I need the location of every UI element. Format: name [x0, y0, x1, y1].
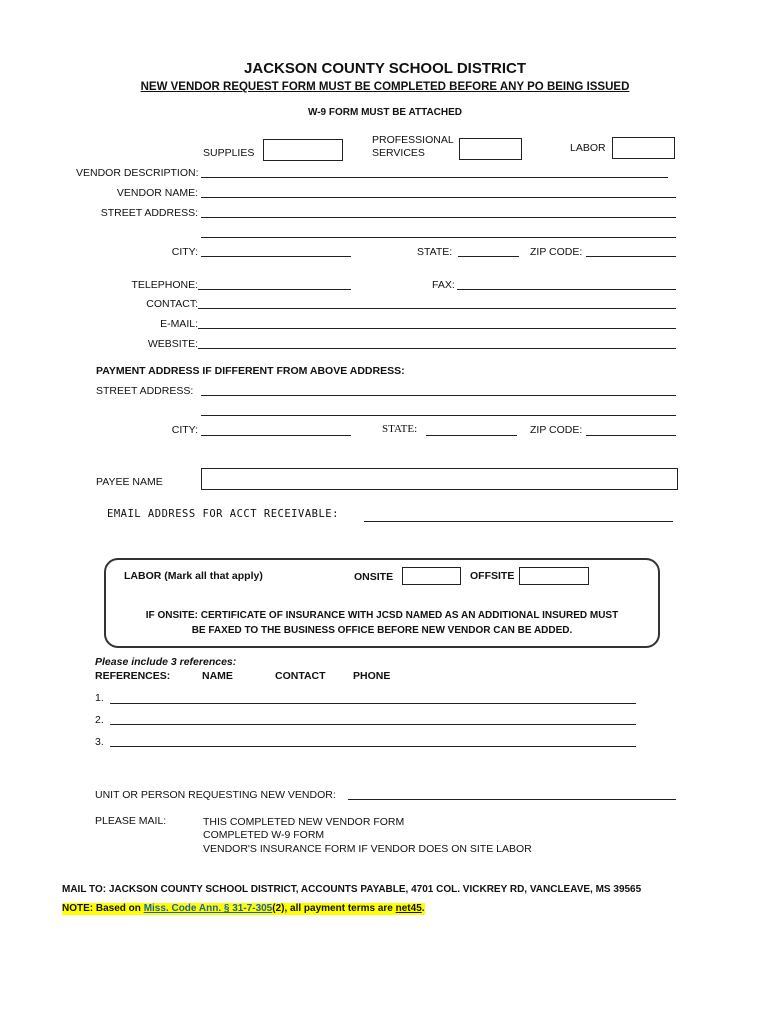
street-address-label: STREET ADDRESS: — [100, 207, 198, 219]
references-note: Please include 3 references: — [95, 656, 237, 668]
onsite-label: ONSITE — [354, 571, 394, 583]
note-mid: (2), all payment terms are — [272, 903, 396, 914]
reference-row-number: 3. — [95, 736, 104, 748]
mail-item: COMPLETED W-9 FORM — [203, 829, 325, 841]
payment-term: net45 — [395, 903, 422, 914]
payee-name-label: PAYEE NAME — [96, 476, 163, 488]
requesting-unit-label: UNIT OR PERSON REQUESTING NEW VENDOR: — [95, 789, 336, 801]
street-address-field-2[interactable] — [201, 237, 676, 238]
zip-field[interactable] — [586, 256, 676, 257]
please-mail-label: PLEASE MAIL: — [95, 815, 167, 827]
miss-code-link[interactable]: Miss. Code Ann. § 31-7-305 — [143, 903, 273, 914]
fax-label: FAX: — [432, 279, 455, 291]
supplies-checkbox[interactable] — [263, 139, 343, 161]
offsite-checkbox[interactable] — [519, 567, 589, 585]
professional-label-line1: PROFESSIONAL — [372, 134, 454, 146]
contact-label: CONTACT: — [146, 298, 198, 310]
note-prefix: NOTE: Based on — [62, 903, 144, 914]
telephone-field[interactable] — [198, 289, 351, 290]
onsite-checkbox[interactable] — [402, 567, 461, 585]
mail-to-address: MAIL TO: JACKSON COUNTY SCHOOL DISTRICT, ACCOUNTS PAYABLE, 4701 COL. VICKREY RD, VANCLEAVE, MS 39565 — [62, 884, 642, 895]
telephone-label: TELEPHONE: — [131, 279, 198, 291]
payment-address-heading: PAYMENT ADDRESS IF DIFFERENT FROM ABOVE ADDRESS: — [96, 365, 405, 377]
contact-field[interactable] — [198, 308, 676, 309]
mail-item: THIS COMPLETED NEW VENDOR FORM — [203, 816, 405, 828]
payment-zip-label: ZIP CODE: — [530, 424, 583, 436]
mail-item: VENDOR'S INSURANCE FORM IF VENDOR DOES ON SITE LABOR — [203, 843, 532, 855]
note-end: . — [421, 903, 425, 914]
labor-panel-heading: LABOR (Mark all that apply) — [124, 570, 263, 582]
vendor-name-label: VENDOR NAME: — [116, 187, 198, 199]
professional-services-checkbox[interactable] — [459, 138, 522, 160]
references-label: REFERENCES: — [95, 670, 171, 682]
reference-row-number: 1. — [95, 692, 104, 704]
offsite-label: OFFSITE — [470, 570, 515, 582]
supplies-label: SUPPLIES — [203, 147, 255, 159]
zip-label: ZIP CODE: — [530, 246, 583, 258]
street-address-field[interactable] — [201, 217, 676, 218]
website-label: WEBSITE: — [147, 338, 198, 350]
fax-field[interactable] — [457, 289, 676, 290]
reference-row-field[interactable] — [110, 724, 636, 725]
payment-city-label: CITY: — [171, 424, 198, 436]
vendor-name-field[interactable] — [201, 197, 676, 198]
onsite-insurance-notice-line1: IF ONSITE: CERTIFICATE OF INSURANCE WITH JCSD NAMED AS AN ADDITIONAL INSURED MUST — [145, 610, 619, 621]
references-col-name: NAME — [202, 670, 233, 682]
requesting-unit-field[interactable] — [348, 799, 676, 800]
reference-row-field[interactable] — [110, 746, 636, 747]
payment-terms-note — [62, 903, 425, 915]
state-field[interactable] — [458, 256, 519, 257]
vendor-description-field[interactable] — [201, 177, 668, 178]
references-col-phone: PHONE — [353, 670, 391, 682]
payment-state-field[interactable] — [426, 435, 517, 436]
labor-checkbox[interactable] — [612, 137, 675, 159]
onsite-insurance-notice-line2: BE FAXED TO THE BUSINESS OFFICE BEFORE NEW VENDOR CAN BE ADDED. — [191, 625, 573, 636]
city-field[interactable] — [201, 256, 351, 257]
reference-row-number: 2. — [95, 714, 104, 726]
city-label: CITY: — [171, 246, 198, 258]
form-title: JACKSON COUNTY SCHOOL DISTRICT — [244, 60, 526, 77]
payment-city-field[interactable] — [201, 435, 351, 436]
professional-label-line2: SERVICES — [372, 147, 425, 159]
references-col-contact: CONTACT — [275, 670, 326, 682]
payment-state-label: STATE: — [382, 423, 418, 435]
email-ar-label: EMAIL ADDRESS FOR ACCT RECEIVABLE: — [107, 508, 339, 520]
reference-row-field[interactable] — [110, 703, 636, 704]
payment-street-label: STREET ADDRESS: — [96, 385, 194, 397]
email-label: E-MAIL: — [160, 318, 198, 330]
payment-street-field[interactable] — [201, 395, 676, 396]
vendor-description-label: VENDOR DESCRIPTION: — [76, 167, 199, 179]
payee-name-field[interactable] — [201, 468, 678, 490]
payment-zip-field[interactable] — [586, 435, 676, 436]
form-subtitle: NEW VENDOR REQUEST FORM MUST BE COMPLETED BEFORE ANY PO BEING ISSUED — [140, 81, 630, 93]
email-field[interactable] — [198, 328, 676, 329]
website-field[interactable] — [198, 348, 676, 349]
w9-notice: W-9 FORM MUST BE ATTACHED — [307, 107, 463, 118]
state-label: STATE: — [417, 246, 453, 258]
payment-street-field-2[interactable] — [201, 415, 676, 416]
email-ar-field[interactable] — [364, 521, 673, 522]
labor-label: LABOR — [570, 142, 606, 154]
